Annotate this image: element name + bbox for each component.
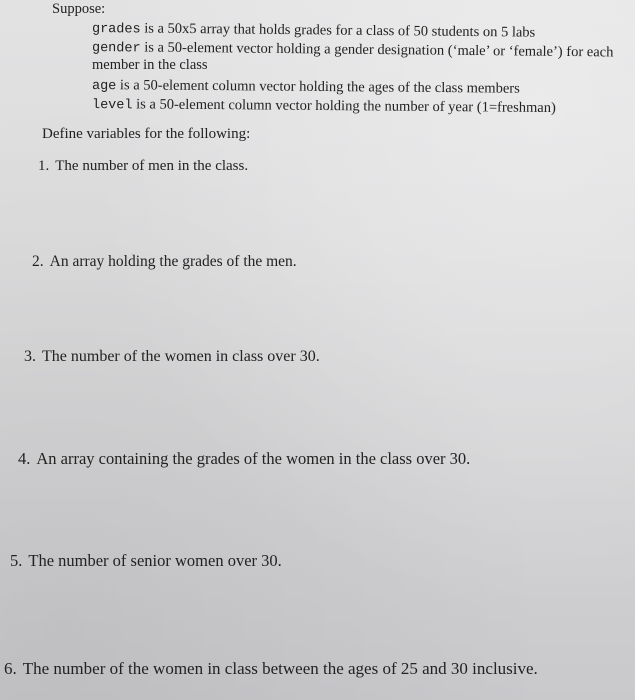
var-grades-desc: is a 50x5 array that holds grades for a class of 50 students on 5 labs bbox=[140, 20, 536, 41]
var-gender-desc-cont: member in the class bbox=[92, 57, 208, 73]
question-number: 1. bbox=[38, 158, 50, 174]
question-5 bbox=[10, 551, 282, 571]
question-1 bbox=[38, 158, 248, 175]
var-gender-continuation bbox=[92, 56, 208, 74]
var-level-code: level bbox=[91, 98, 133, 114]
question-text: An array holding the grades of the men. bbox=[49, 253, 297, 270]
var-level-desc: is a 50-element column vector holding the number of year (1=freshman) bbox=[132, 96, 556, 117]
var-age-desc: is a 50-element column vector holding the ages of the class members bbox=[116, 77, 520, 97]
question-number: 6. bbox=[4, 659, 17, 678]
var-gender-desc: is a 50-element vector holding a gender designation (‘male’ or ‘female’) for each bbox=[140, 39, 614, 61]
suppose-heading: Suppose: bbox=[52, 1, 106, 17]
question-text: The number of men in the class. bbox=[55, 158, 249, 174]
question-4 bbox=[18, 449, 470, 469]
question-number: 3. bbox=[24, 348, 36, 365]
var-gender-code: gender bbox=[91, 41, 141, 57]
question-text: The number of the women in class over 30. bbox=[42, 348, 320, 365]
question-number: 4. bbox=[18, 449, 31, 468]
question-text: The number of the women in class between the ages of 25 and 30 inclusive. bbox=[22, 659, 538, 678]
instructions-prompt: Define variables for the following: bbox=[42, 126, 251, 142]
var-level-line bbox=[92, 95, 556, 119]
question-2 bbox=[32, 253, 297, 271]
question-3 bbox=[24, 348, 320, 366]
question-text: The number of senior women over 30. bbox=[28, 551, 282, 570]
question-6 bbox=[4, 659, 538, 679]
question-text: An array containing the grades of the women in the class over 30. bbox=[36, 449, 471, 468]
question-number: 2. bbox=[32, 253, 44, 270]
question-number: 5. bbox=[10, 551, 23, 570]
var-age-code: age bbox=[91, 79, 117, 95]
var-grades-code: grades bbox=[91, 22, 141, 38]
